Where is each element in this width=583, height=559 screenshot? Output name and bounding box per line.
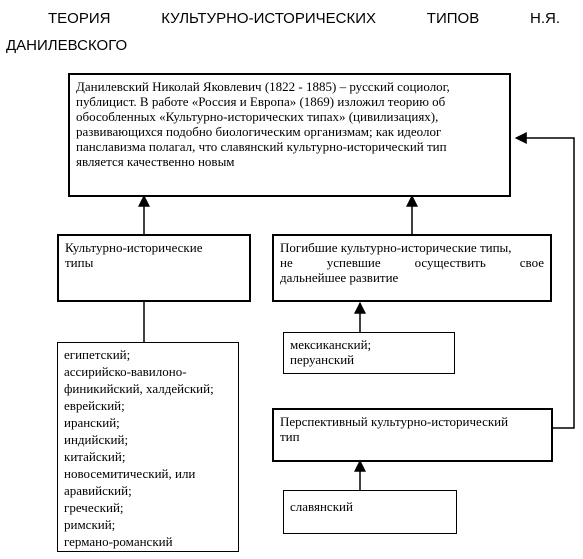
perspective-type-text	[274, 410, 551, 446]
danilevsky-line: развивающихся подобно биологическим организмам; как идеолог	[76, 124, 442, 139]
danilevsky-text	[70, 75, 509, 171]
lost-examples-text	[284, 333, 454, 369]
list-item: римский;	[64, 517, 116, 532]
list-item: ассирийско-вавилоно-	[64, 364, 187, 379]
types-list-box	[57, 342, 239, 552]
danilevsky-line: Данилевский Николай Яковлевич (1822 - 1885) – русский социолог,	[76, 79, 450, 94]
list-item: египетский;	[64, 347, 131, 362]
lost-example-item: перуанский	[290, 352, 355, 367]
list-item: аравийский;	[64, 483, 132, 498]
list-item: финикийский, халдейский;	[64, 381, 214, 396]
perspective-type-line: Перспективный культурно-исторический	[280, 414, 509, 429]
danilevsky-line: обособленных «Культурно-исторических типах» (цивилизациях),	[76, 109, 439, 124]
title-word-4: Н.Я.	[530, 10, 560, 27]
lost-types-line: не успевшие осуществить свое	[280, 255, 544, 270]
title-word-3: ТИПОВ	[426, 10, 480, 27]
lost-types-box	[272, 234, 552, 302]
lost-example-item: мексиканский;	[290, 337, 372, 352]
lost-types-line: Погибшие культурно-исторические типы,	[280, 240, 512, 255]
perspective-type-box	[272, 408, 553, 462]
cultural-types-line: типы	[65, 255, 94, 270]
list-item: индийский;	[64, 432, 129, 447]
title-word-1: ТЕОРИЯ	[48, 10, 111, 27]
cultural-types-box	[57, 234, 251, 302]
list-item: германо-романский	[64, 534, 173, 549]
danilevsky-line: является качественно новым	[76, 154, 235, 169]
title-line-2: ДАНИЛЕВСКОГО	[6, 37, 128, 54]
danilevsky-line: публицист. В работе «Россия и Европа» (1869) изложил теорию об	[76, 94, 446, 109]
list-item: китайский;	[64, 449, 126, 464]
danilevsky-line: панславизма полагал, что славянский культурно-исторический тип	[76, 139, 447, 154]
cultural-types-line: Культурно-исторические	[65, 240, 203, 255]
danilevsky-box	[68, 73, 511, 197]
list-item: греческий;	[64, 500, 124, 515]
perspective-type-line: тип	[280, 429, 300, 444]
types-list	[58, 343, 238, 552]
list-item: еврейский;	[64, 398, 125, 413]
list-item: иранский;	[64, 415, 120, 430]
title-word-2: КУЛЬТУРНО-ИСТОРИЧЕСКИХ	[161, 10, 376, 27]
slavic-box	[283, 490, 457, 534]
lost-types-text	[274, 236, 550, 287]
cultural-types-text	[59, 236, 249, 272]
list-item: новосемитический, или	[64, 466, 196, 481]
lost-types-line: дальнейшее развитие	[280, 270, 399, 285]
slavic-text	[284, 491, 456, 516]
lost-examples-box	[283, 332, 455, 374]
slavic-item: славянский	[290, 499, 353, 514]
